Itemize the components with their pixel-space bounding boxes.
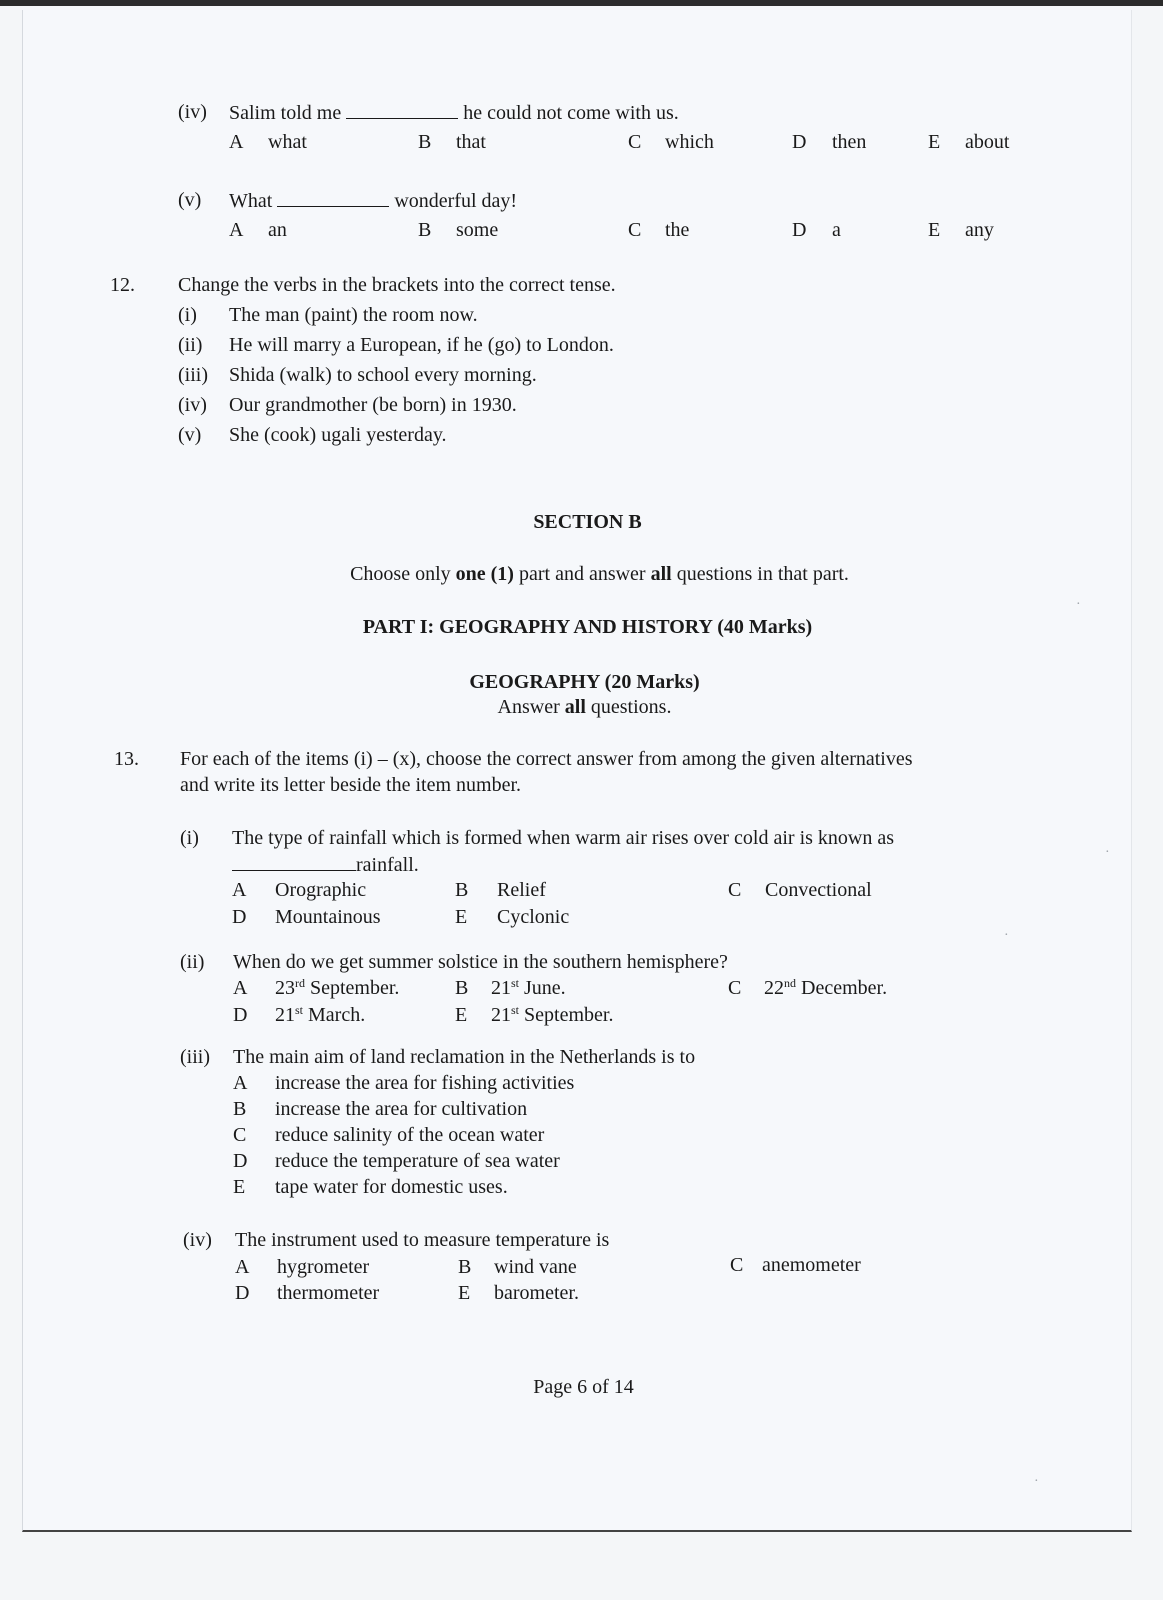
subject-instruction: Answer all questions. (497, 696, 672, 718)
question-number: 12. (110, 274, 135, 296)
option-text: reduce the temperature of sea water (275, 1150, 560, 1172)
question-instruction: and write its letter beside the item number. (180, 774, 522, 796)
option-letter: E (458, 1282, 471, 1304)
option-text: Relief (497, 879, 546, 901)
option-letter: A (233, 1072, 248, 1094)
option-text: which (665, 131, 714, 153)
question-stem: When do we get summer solstice in the southern hemisphere? (233, 951, 728, 973)
item-number: (ii) (180, 951, 205, 973)
section-title: SECTION B (533, 511, 642, 533)
option-text: Cyclonic (497, 906, 570, 928)
item-number: (iv) (183, 1229, 212, 1251)
option-text: increase the area for cultivation (275, 1098, 528, 1120)
option-text: 21st March. (275, 1003, 366, 1026)
question-number: 13. (114, 748, 139, 770)
option-text: 21st June. (491, 976, 566, 999)
item-number: (v) (178, 424, 202, 446)
option-letter: E (233, 1176, 246, 1198)
option-letter: C (730, 1254, 744, 1276)
option-text: anemometer (762, 1254, 861, 1276)
option-text: hygrometer (277, 1256, 370, 1278)
option-letter: A (229, 131, 244, 153)
item-number: (i) (180, 827, 199, 849)
item-number: (iii) (180, 1046, 210, 1068)
scan-top-edge (0, 0, 1163, 6)
question-stem: The instrument used to measure temperature is (235, 1229, 610, 1251)
option-letter: B (418, 219, 432, 241)
item-number: (iii) (178, 364, 208, 386)
option-letter: C (728, 879, 742, 901)
option-letter: A (235, 1256, 250, 1278)
item-number: (ii) (178, 334, 203, 356)
question-stem: The type of rainfall which is formed when warm air rises over cold air is known as (232, 827, 895, 849)
option-text: an (268, 219, 287, 241)
item-number: (iv) (178, 101, 207, 123)
option-letter: C (628, 131, 642, 153)
question-instruction: For each of the items (i) – (x), choose the correct answer from among the given alternatives (180, 748, 913, 770)
option-letter: B (455, 977, 469, 999)
option-text: reduce salinity of the ocean water (275, 1124, 545, 1146)
option-letter: A (229, 219, 244, 241)
scan-speck: · (1076, 597, 1081, 612)
item-number: (iv) (178, 394, 207, 416)
option-text: wind vane (494, 1256, 577, 1278)
question-stem: What wonderful day! (229, 190, 518, 212)
section-instruction: Choose only one (1) part and answer all questions in that part. (350, 563, 849, 585)
option-text: that (456, 131, 486, 153)
option-letter: B (233, 1098, 247, 1120)
option-text: Mountainous (275, 906, 381, 928)
item-text: Our grandmother (be born) in 1930. (229, 394, 517, 416)
page-number: Page 6 of 14 (533, 1376, 634, 1398)
option-letter: D (233, 1004, 248, 1026)
option-text: any (965, 219, 994, 241)
question-stem: The main aim of land reclamation in the Netherlands is to (233, 1046, 696, 1068)
option-text: what (268, 131, 307, 153)
option-letter: D (235, 1282, 250, 1304)
option-letter: C (233, 1124, 247, 1146)
option-letter: C (628, 219, 642, 241)
option-letter: D (792, 219, 807, 241)
subject-title: GEOGRAPHY (20 Marks) (469, 671, 700, 693)
scan-speck: · (1105, 845, 1110, 860)
option-text: Orographic (275, 879, 367, 901)
option-letter: E (455, 1004, 468, 1026)
item-text: He will marry a European, if he (go) to London. (229, 334, 614, 356)
option-text: barometer. (494, 1282, 579, 1304)
question-stem: rainfall. (232, 852, 419, 877)
option-text: some (456, 219, 499, 241)
item-number: (i) (178, 304, 197, 326)
item-number: (v) (178, 189, 202, 211)
option-letter: A (232, 879, 247, 901)
scan-speck: · (1034, 1474, 1039, 1489)
question-instruction: Change the verbs in the brackets into the correct tense. (178, 274, 616, 296)
option-letter: D (792, 131, 807, 153)
option-text: a (832, 219, 841, 241)
option-text: about (965, 131, 1010, 153)
option-letter: D (233, 1150, 248, 1172)
part-title: PART I: GEOGRAPHY AND HISTORY (40 Marks) (362, 616, 813, 638)
option-text: then (832, 131, 867, 153)
option-text: the (665, 219, 690, 241)
question-stem: Salim told me he could not come with us. (229, 102, 679, 124)
item-text: The man (paint) the room now. (229, 304, 478, 326)
item-text: She (cook) ugali yesterday. (229, 424, 447, 446)
scan-speck: · (1004, 928, 1009, 943)
option-letter: B (418, 131, 432, 153)
option-text: increase the area for fishing activities (275, 1072, 575, 1094)
option-text: Convectional (765, 879, 872, 901)
option-letter: E (928, 219, 941, 241)
option-text: 22nd December. (764, 976, 888, 999)
option-letter: B (455, 879, 469, 901)
option-text: 21st September. (491, 1003, 614, 1026)
option-text: tape water for domestic uses. (275, 1176, 508, 1198)
option-letter: C (728, 977, 742, 999)
option-letter: B (458, 1256, 472, 1278)
option-text: 23rd September. (275, 976, 400, 999)
option-letter: E (928, 131, 941, 153)
option-letter: D (232, 906, 247, 928)
option-letter: A (233, 977, 248, 999)
option-letter: E (455, 906, 468, 928)
option-text: thermometer (277, 1282, 380, 1304)
item-text: Shida (walk) to school every morning. (229, 364, 537, 386)
